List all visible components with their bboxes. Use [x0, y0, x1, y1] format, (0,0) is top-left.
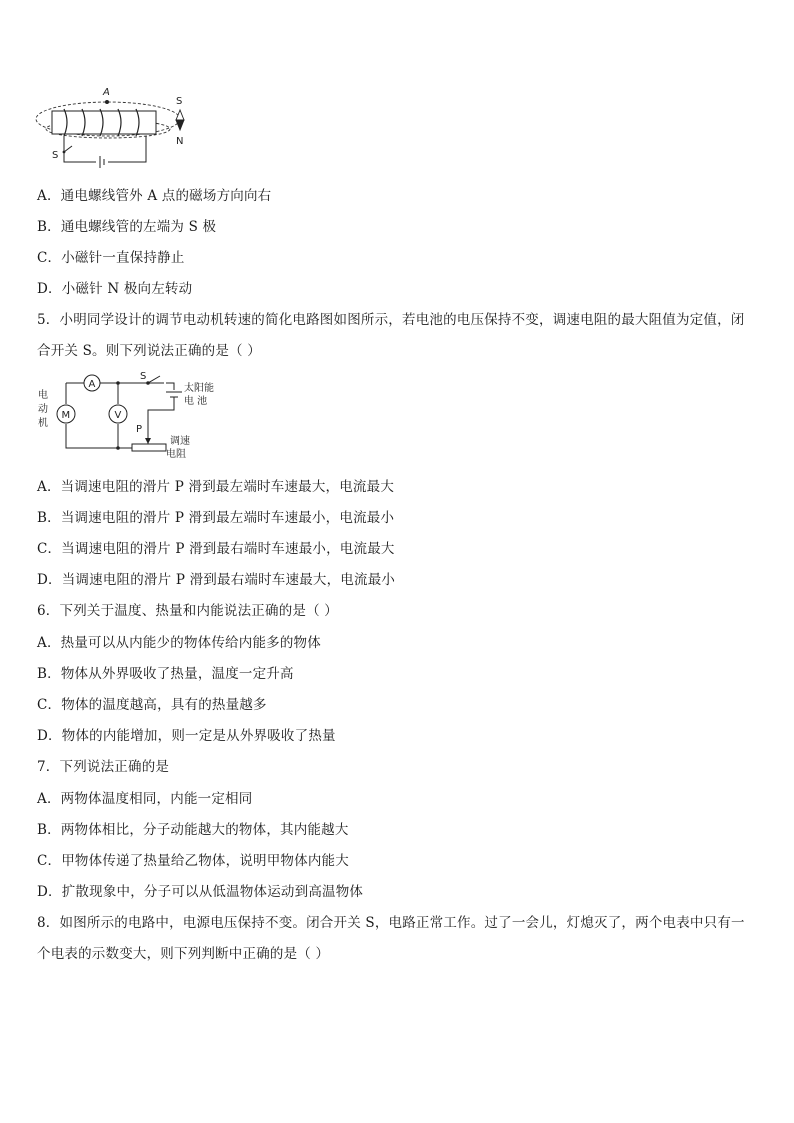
compass-needle-south-half	[176, 120, 184, 130]
voltmeter-label: V	[114, 410, 122, 421]
q5-stem-line1: 5．小明同学设计的调节电动机转速的简化电路图如图所示，若电池的电压保持不变，调速电阻的最大阻值为定值，闭	[37, 312, 745, 328]
ammeter-label: A	[88, 379, 96, 390]
junction-dot	[116, 446, 120, 450]
junction-dot	[146, 381, 150, 385]
slider-arrow-icon	[145, 438, 151, 444]
resistor-label-1: 调速	[170, 436, 190, 447]
q5-option-b: B．当调速电阻的滑片 P 滑到最左端时车速最小，电流最小	[37, 510, 395, 526]
point-a-dot	[105, 100, 109, 104]
point-a-label: A	[103, 87, 110, 98]
q5-stem-line2: 合开关 S。则下列说法正确的是（ ）	[37, 343, 261, 359]
junction-dot	[116, 381, 120, 385]
q5-option-c: C．当调速电阻的滑片 P 滑到最右端时车速最小，电流最大	[37, 541, 395, 557]
q5-option-a: A．当调速电阻的滑片 P 滑到最左端时车速最大，电流最大	[37, 479, 395, 495]
q7-option-a: A．两物体温度相同，内能一定相同	[37, 791, 253, 807]
q6-option-b: B．物体从外界吸收了热量，温度一定升高	[37, 666, 294, 682]
resistor-label-2: 电阻	[166, 449, 186, 460]
q6-option-a: A．热量可以从内能少的物体传给内能多的物体	[37, 635, 321, 651]
q4-option-d: D．小磁针 N 极向左转动	[37, 281, 193, 297]
q5-option-d: D．当调速电阻的滑片 P 滑到最右端时车速最大，电流最小	[37, 572, 396, 588]
battery-label-2: 电 池	[184, 396, 208, 407]
solenoid-figure	[30, 82, 200, 172]
compass-needle-north-half	[176, 110, 184, 120]
slider-p-label: P	[136, 424, 143, 435]
q7-option-b: B．两物体相比，分子动能越大的物体，其内能越大	[37, 822, 349, 838]
q4-option-c: C．小磁针一直保持静止	[37, 250, 185, 266]
motor-circuit-figure	[36, 368, 236, 460]
motor-label-1: 电	[38, 390, 48, 401]
q8-stem-line1: 8．如图所示的电路中，电源电压保持不变。闭合开关 S，电路正常工作。过了一会儿，灯熄灭了，两个电表中只有一	[37, 915, 745, 931]
q7-option-c: C．甲物体传递了热量给乙物体，说明甲物体内能大	[37, 853, 349, 869]
q7-option-d: D．扩散现象中，分子可以从低温物体运动到高温物体	[37, 884, 364, 900]
motor-symbol-label: M	[61, 410, 71, 421]
q4-option-a: A．通电螺线管外 A 点的磁场方向向右	[37, 188, 272, 204]
q6-stem: 6．下列关于温度、热量和内能说法正确的是（ ）	[37, 603, 338, 619]
q8-stem-line2: 个电表的示数变大，则下列判断中正确的是（ ）	[37, 946, 330, 962]
solenoid-circuit-wires	[64, 136, 146, 168]
q7-stem: 7．下列说法正确的是	[37, 759, 170, 775]
speed-resistor-icon	[132, 444, 166, 451]
q6-option-c: C．物体的温度越高，具有的热量越多	[37, 697, 267, 713]
battery-label-1: 太阳能	[184, 383, 214, 394]
switch-s-label: S	[140, 371, 147, 382]
q6-option-d: D．物体的内能增加，则一定是从外界吸收了热量	[37, 728, 336, 744]
compass-n-label: N	[176, 136, 184, 147]
q4-option-b: B．通电螺线管的左端为 S 极	[37, 219, 217, 235]
motor-label-3: 机	[38, 418, 48, 429]
switch-pivot	[63, 151, 66, 154]
switch-label: S	[52, 150, 59, 161]
compass-s-label: S	[176, 96, 183, 107]
motor-label-2: 动	[38, 404, 48, 415]
